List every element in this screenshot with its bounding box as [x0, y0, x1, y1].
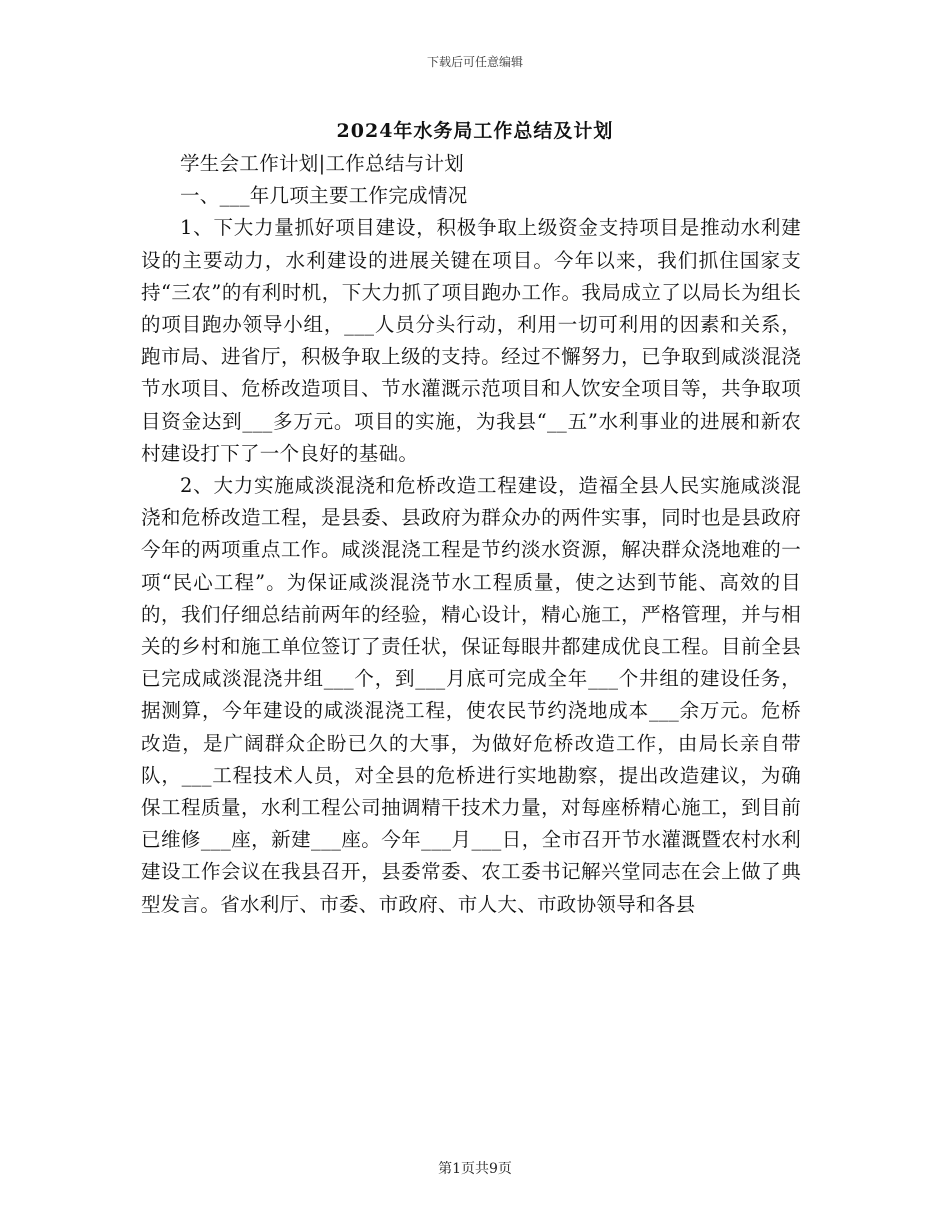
document-title: 2024年水务局工作总结及计划: [336, 120, 614, 142]
body-paragraph-2: 2、大力实施咸淡混浇和危桥改造工程建设，造福全县人民实施咸淡混浇和危桥改造工程，是县委、县政府为群众办的两件实事，同时也是县政府今年的两项重点工作。咸淡混浇工程是节约淡水资源，解决群众浇地难的一项“民心工程”。为保证咸淡混浇节水工程质量，使之达到节能、高效的目的，我们仔细总结前两年的经验，精心设计，精心施工，严格管理，并与相关的乡村和施工单位签订了责任状，保证每眼井都建成优良工程。目前全县已完成咸淡混浇井组___个，到___月底可完成全年___个井组的建设任务，据测算，今年建设的咸淡混浇工程，使农民节约浇地成本___余万元。危桥改造，是广阔群众企盼已久的大事，为做好危桥改造工作，由局长亲自带队，___工程技术人员，对全县的危桥进行实地勘察，提出改造建议，为确保工程质量，水利工程公司抽调精干技术力量，对每座桥精心施工，到目前已维修___座，新建___座。今年___月___日，全市召开节水灌溉暨农村水利建设工作会议在我县召开，县委常委、农工委书记解兴堂同志在会上做了典型发言。省水利厅、市委、市政府、市人大、市政协领导和各县: [141, 474, 801, 916]
page-header-note: 下载后可任意编辑: [426, 55, 523, 69]
subtitle-line: 学生会工作计划|工作总结与计划: [180, 152, 465, 175]
section-heading: 一、___年几项主要工作完成情况: [180, 184, 468, 208]
page-number: 第1页共9页: [438, 1161, 512, 1177]
body-paragraph-1: 1、下大力量抓好项目建设，积极争取上级资金支持项目是推动水利建设的主要动力，水利建设的进展关键在项目。今年以来，我们抓住国家支持“三农”的有利时机，下大力抓了项目跑办工作。我局成立了以局长为组长的项目跑办领导小组，___人员分头行动，利用一切可利用的因素和关系，跑市局、进省厅，积极争取上级的支持。经过不懈努力，已争取到咸淡混浇节水项目、危桥改造项目、节水灌溉示范项目和人饮安全项目等，共争取项目资金达到___多万元。项目的实施，为我县“__五”水利事业的进展和新农村建设打下了一个良好的基础。: [141, 216, 801, 465]
document-body: [141, 148, 801, 921]
